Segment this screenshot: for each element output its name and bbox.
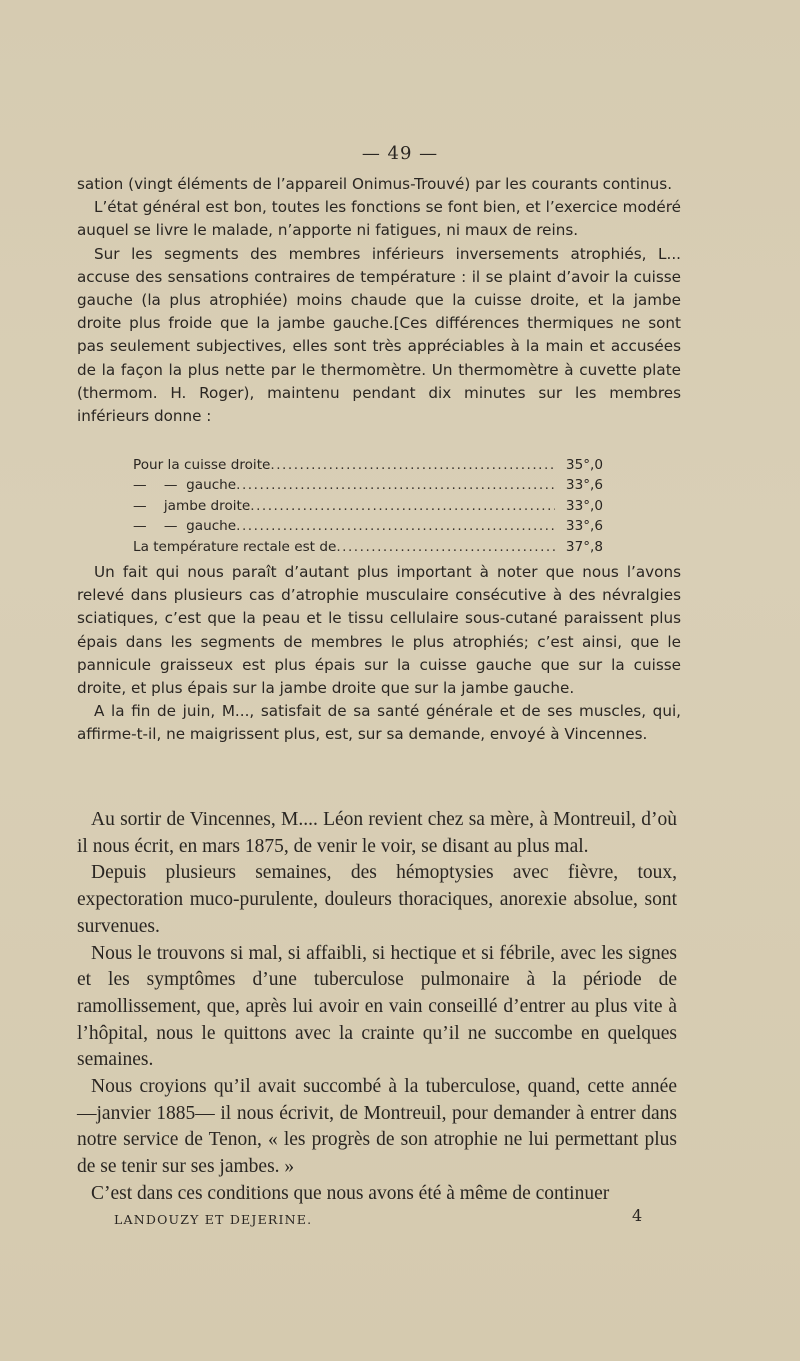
signature-mark: 4 <box>632 1206 643 1225</box>
temperature-value: 37°,8 <box>565 538 603 555</box>
temperature-label: — jambe droite <box>133 497 251 514</box>
temperature-row <box>133 537 603 557</box>
temperature-label: — — gauche <box>133 477 237 494</box>
body-text-middle <box>77 561 681 747</box>
temperature-label: La température rectale est de <box>133 538 337 555</box>
body-text-bottom <box>77 807 677 1208</box>
page-number: — 49 — <box>361 143 439 164</box>
temperature-row <box>133 475 603 495</box>
paragraph: Au sortir de Vincennes, M.... Léon revient chez sa mère, à Montreuil, d’où il nous écrit, en mars 1875, de venir le voir, se disant au plus mal. <box>77 809 677 857</box>
temperature-label: — — gauche <box>133 518 237 535</box>
footer-authors: LANDOUZY ET DEJERINE. <box>114 1212 313 1227</box>
temperature-value: 33°,0 <box>565 497 603 514</box>
temperature-row <box>133 455 603 475</box>
leader-dots <box>336 537 555 557</box>
paragraph: Depuis plusieurs semaines, des hémoptysies avec fièvre, toux, expectoration muco-purulente, douleurs thoraciques, anorexie absolue, sont survenues. <box>77 862 677 937</box>
leader-dots <box>250 496 555 516</box>
temperature-value: 33°,6 <box>565 518 603 535</box>
temperature-value: 35°,0 <box>565 457 603 473</box>
leader-dots <box>236 516 555 536</box>
body-text-top <box>77 173 681 428</box>
paragraph: Un fait qui nous paraît d’autant plus important à noter que nous l’avons relevé dans plusieurs cas d’atrophie musculaire consécutive à des névralgies sciatiques, c’est que la peau et le tissu cellulaire sous-cutané paraissent plus épais dans les segments de membres le plus atrophiés; c’est ainsi, que le pannicule graisseux est plus épais sur la cuisse gauche que sur la cuisse droite, et plus épais sur la jambe droite que sur la jambe gauche. <box>77 563 681 698</box>
temperature-table <box>133 455 603 557</box>
temperature-row <box>133 516 603 536</box>
paragraph: Nous croyions qu’il avait succombé à la tuberculose, quand, cette année —janvier 1885— il nous écrivit, de Montreuil, pour demander à entrer dans notre service de Tenon, « les progrès de son atrophie ne lui permettant plus de se tenir sur ses jambes. » <box>77 1076 677 1178</box>
paragraph: Nous le trouvons si mal, si affaibli, si hectique et si fébrile, avec les signes et les symptômes d’une tuberculose pulmonaire à la période de ramollissement, que, après lui avoir en vain conseillé d’entrer au plus vite à l’hôpital, nous le quittons avec la crainte qu’il ne succombe en quelques semaines. <box>77 942 677 1071</box>
temperature-value: 33°,6 <box>565 477 603 494</box>
paragraph: sation (vingt éléments de l’appareil Onimus-Trouvé) par les courants continus. <box>77 175 673 193</box>
temperature-row <box>133 496 603 516</box>
paragraph: L’état général est bon, toutes les fonctions se font bien, et l’exercice modéré auquel se livre le malade, n’apporte ni fatigues, ni maux de reins. <box>77 198 681 240</box>
paragraph: A la fin de juin, M..., satisfait de sa santé générale et de ses muscles, qui, affirme-t-il, ne maigrissent plus, est, sur sa demande, envoyé à Vincennes. <box>77 702 681 744</box>
paragraph: Sur les segments des membres inférieurs inversements atrophiés, L... accuse des sensations contraires de température : il se plaint d’avoir la cuisse gauche (la plus atrophiée) moins chaude que la cuisse droite, et la jambe droite plus froide que la jambe gauche.[Ces différences thermiques ne sont pas seulement subjectives, elles sont très appréciables à la main et accusées de la façon la plus nette par le thermomètre. Un thermomètre à cuvette plate (thermom. H. Roger), maintenu pendant dix minutes sur les membres inférieurs donne : <box>77 244 681 426</box>
leader-dots <box>270 455 555 475</box>
temperature-label: Pour la cuisse droite <box>133 457 271 473</box>
paragraph: C’est dans ces conditions que nous avons été à même de continuer <box>91 1182 610 1204</box>
leader-dots <box>236 475 555 495</box>
